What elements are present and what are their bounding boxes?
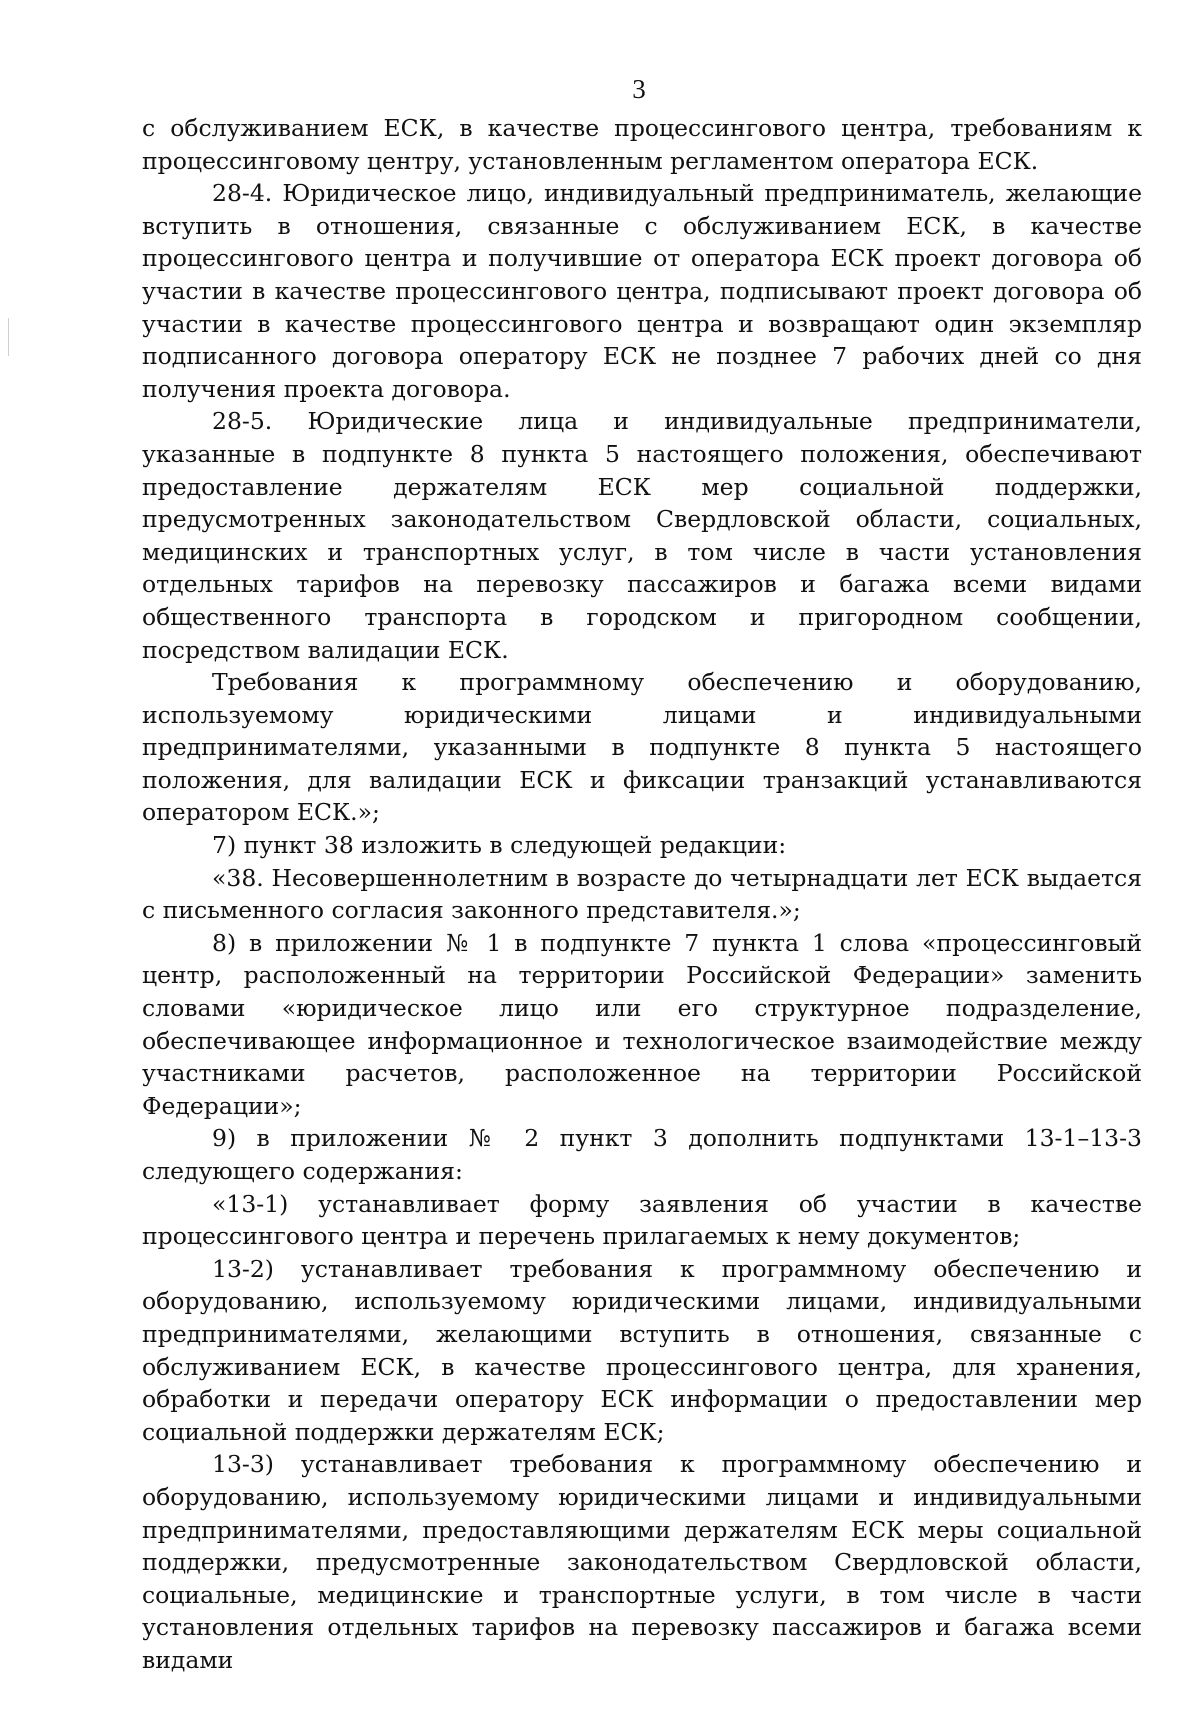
paragraph-28-4: 28-4. Юридическое лицо, индивидуальный предприниматель, желающие вступить в отношения, связанные с обслуживанием ЕСК, в качестве процессингового центра и получившие от оператора ЕСК проект договора об участии в качестве процессингового центра, подписывают проект договора об участии в качестве процессингового центра и возвращают один экземпляр подписанного договора оператору ЕСК не позднее 7 рабочих дней со дня получения проекта договора. [142, 179, 1142, 403]
page-number: 3 [632, 74, 646, 104]
paragraph-item-7: 7) пункт 38 изложить в следующей редакции: [212, 831, 787, 860]
paragraph-item-38: «38. Несовершеннолетним в возрасте до четырнадцати лет ЕСК выдается с письменного согласия законного представителя.»; [142, 863, 1142, 925]
scan-margin-mark [8, 318, 9, 356]
paragraph-28-5: 28-5. Юридические лица и индивидуальные предприниматели, указанные в подпункте 8 пункта 5 настоящего положения, обеспечивают предоставление держателям ЕСК мер социальной поддержки, предусмотренных законодательством Свердловской области, социальных, медицинских и транспортных услуг, в том числе в части установления отдельных тарифов на перевозку пассажиров и багажа всеми видами общественного транспорта в городском и пригородном сообщении, посредством валидации ЕСК. [142, 407, 1142, 664]
paragraph-item-8: 8) в приложении № 1 в подпункте 7 пункта 1 слова «процессинговый центр, расположенный на территории Российской Федерации» заменить словами «юридическое лицо или его структурное подразделение, обеспечивающее информационное и технологическое взаимодействие между участниками расчетов, расположенное на территории Российской Федерации»; [142, 928, 1142, 1120]
paragraph-13-2: 13-2) устанавливает требования к программному обеспечению и оборудованию, используемому юридическими лицами, индивидуальными предпринимателями, желающими вступить в отношения, связанные с обслуживанием ЕСК, в качестве процессингового центра, для хранения, обработки и передачи оператору ЕСК информации о предоставлении мер социальной поддержки держателям ЕСК; [142, 1254, 1142, 1446]
document-body [142, 112, 1142, 1677]
paragraph-item-9: 9) в приложении № 2 пункт 3 дополнить подпунктами 13-1–13-3 следующего содержания: [142, 1124, 1142, 1185]
paragraph-13-1: «13-1) устанавливает форму заявления об участии в качестве процессингового центра и перечень прилагаемых к нему документов; [142, 1189, 1142, 1251]
paragraph-requirements: Требования к программному обеспечению и оборудованию, используемому юридическими лицами и индивидуальными предпринимателями, указанными в подпункте 8 пункта 5 настоящего положения, для валидации ЕСК и фиксации транзакций устанавливаются оператором ЕСК.»; [142, 668, 1142, 827]
paragraph-13-3: 13-3) устанавливает требования к программному обеспечению и оборудованию, используемому юридическими лицами и индивидуальными предпринимателями, предоставляющими держателям ЕСК меры социальной поддержки, предусмотренные законодательством Свердловской области, социальные, медицинские и транспортные услуги, в том числе в части установления отдельных тарифов на перевозку пассажиров и багажа всеми видами [142, 1450, 1142, 1674]
paragraph-continuation: с обслуживанием ЕСК, в качестве процессингового центра, требованиям к процессинговому центру, установленным регламентом оператора ЕСК. [142, 114, 1142, 175]
